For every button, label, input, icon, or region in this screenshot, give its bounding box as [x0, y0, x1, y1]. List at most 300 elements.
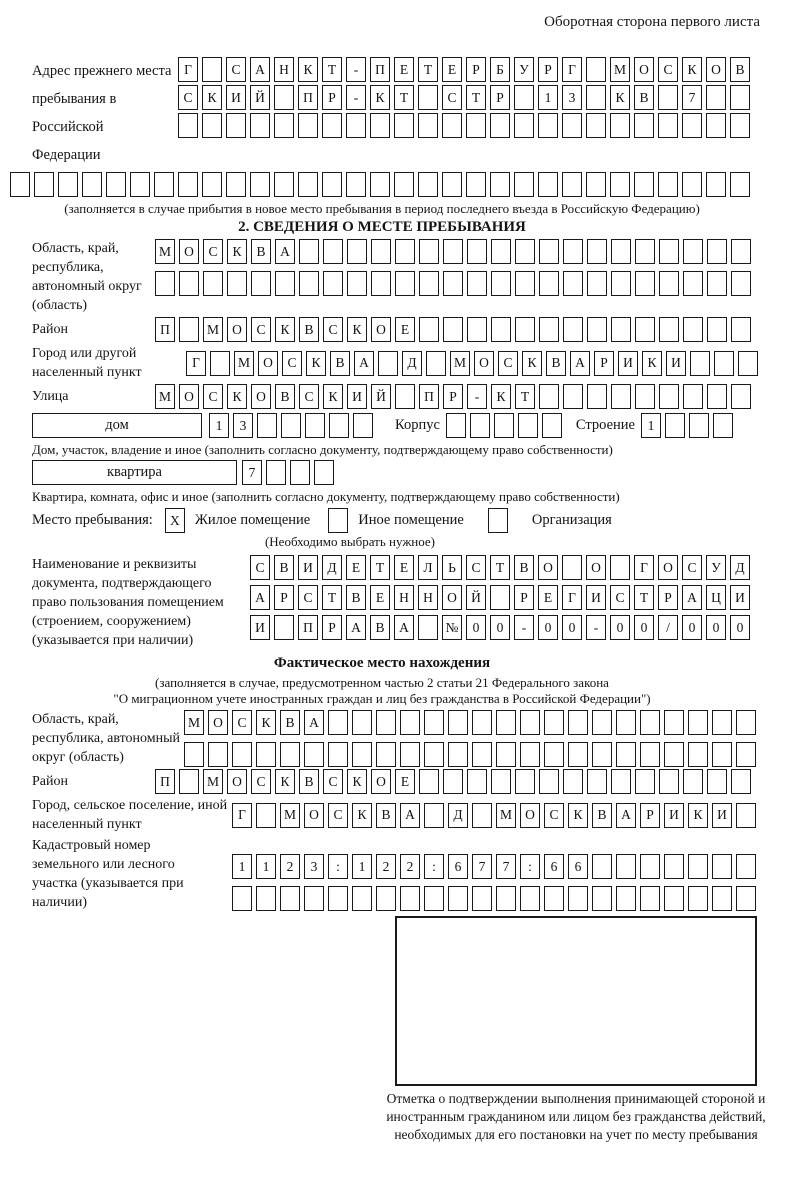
char-cell[interactable]: И — [664, 803, 684, 828]
char-cell[interactable]: М — [155, 384, 175, 409]
char-cell[interactable] — [322, 172, 342, 197]
char-cell[interactable] — [446, 413, 466, 438]
char-cell[interactable]: Е — [394, 57, 414, 82]
char-cell[interactable]: В — [376, 803, 396, 828]
char-cell[interactable] — [689, 413, 709, 438]
char-cell[interactable]: В — [280, 710, 300, 735]
char-cell[interactable]: Й — [250, 85, 270, 110]
char-cell[interactable] — [683, 769, 703, 794]
char-cell[interactable]: С — [251, 769, 271, 794]
char-cell[interactable] — [611, 239, 631, 264]
char-cell[interactable] — [304, 742, 324, 767]
char-cell[interactable]: С — [299, 384, 319, 409]
char-cell[interactable] — [299, 239, 319, 264]
char-cell[interactable]: Р — [514, 585, 534, 610]
char-cell[interactable]: Й — [371, 384, 391, 409]
char-cell[interactable]: В — [346, 585, 366, 610]
char-cell[interactable]: Т — [418, 57, 438, 82]
char-cell[interactable] — [10, 172, 30, 197]
char-cell[interactable]: 3 — [304, 854, 324, 879]
char-cell[interactable]: Д — [448, 803, 468, 828]
char-cell[interactable] — [586, 172, 606, 197]
char-cell[interactable] — [539, 769, 559, 794]
char-cell[interactable]: С — [682, 555, 702, 580]
char-cell[interactable] — [592, 854, 612, 879]
char-cell[interactable]: 0 — [682, 615, 702, 640]
char-cell[interactable] — [688, 742, 708, 767]
char-cell[interactable] — [466, 172, 486, 197]
char-cell[interactable]: - — [514, 615, 534, 640]
char-cell[interactable] — [202, 57, 222, 82]
char-cell[interactable]: К — [682, 57, 702, 82]
char-cell[interactable] — [586, 113, 606, 138]
char-cell[interactable] — [305, 413, 325, 438]
char-cell[interactable] — [275, 271, 295, 296]
char-cell[interactable] — [256, 742, 276, 767]
char-cell[interactable] — [664, 886, 684, 911]
char-cell[interactable] — [347, 271, 367, 296]
char-cell[interactable] — [496, 886, 516, 911]
char-cell[interactable] — [688, 710, 708, 735]
char-cell[interactable] — [518, 413, 538, 438]
char-cell[interactable]: Д — [322, 555, 342, 580]
char-cell[interactable] — [587, 317, 607, 342]
char-cell[interactable]: Ь — [442, 555, 462, 580]
char-cell[interactable]: Г — [562, 57, 582, 82]
char-cell[interactable]: С — [251, 317, 271, 342]
char-cell[interactable]: 7 — [496, 854, 516, 879]
char-cell[interactable]: В — [370, 615, 390, 640]
char-cell[interactable] — [395, 239, 415, 264]
stay-option-other-checkbox[interactable] — [328, 508, 348, 533]
char-cell[interactable] — [251, 271, 271, 296]
char-cell[interactable] — [690, 351, 710, 376]
char-cell[interactable]: О — [658, 555, 678, 580]
char-cell[interactable]: В — [275, 384, 295, 409]
actual-region-row1[interactable] — [184, 710, 756, 735]
char-cell[interactable]: И — [730, 585, 750, 610]
char-cell[interactable] — [256, 886, 276, 911]
char-cell[interactable] — [640, 886, 660, 911]
char-cell[interactable]: С — [442, 85, 462, 110]
char-cell[interactable]: Т — [370, 555, 390, 580]
char-cell[interactable] — [635, 769, 655, 794]
char-cell[interactable]: 1 — [209, 413, 229, 438]
char-cell[interactable] — [208, 742, 228, 767]
char-cell[interactable] — [491, 769, 511, 794]
char-cell[interactable]: О — [520, 803, 540, 828]
char-cell[interactable]: 0 — [562, 615, 582, 640]
char-cell[interactable] — [323, 271, 343, 296]
char-cell[interactable] — [352, 710, 372, 735]
char-cell[interactable] — [274, 85, 294, 110]
char-cell[interactable] — [611, 317, 631, 342]
char-cell[interactable] — [130, 172, 150, 197]
char-cell[interactable]: И — [298, 555, 318, 580]
char-cell[interactable]: 0 — [466, 615, 486, 640]
char-cell[interactable] — [418, 615, 438, 640]
char-cell[interactable] — [731, 317, 751, 342]
char-cell[interactable]: Р — [594, 351, 614, 376]
char-cell[interactable]: С — [203, 384, 223, 409]
char-cell[interactable] — [346, 113, 366, 138]
char-cell[interactable]: 1 — [256, 854, 276, 879]
char-cell[interactable] — [730, 113, 750, 138]
char-cell[interactable] — [155, 271, 175, 296]
char-cell[interactable] — [419, 769, 439, 794]
char-cell[interactable]: Т — [322, 57, 342, 82]
char-cell[interactable] — [738, 351, 758, 376]
char-cell[interactable] — [683, 271, 703, 296]
char-cell[interactable]: 0 — [490, 615, 510, 640]
char-cell[interactable] — [490, 172, 510, 197]
char-cell[interactable] — [442, 113, 462, 138]
char-cell[interactable]: Г — [186, 351, 206, 376]
char-cell[interactable]: 2 — [376, 854, 396, 879]
char-cell[interactable]: 3 — [233, 413, 253, 438]
cadastral-row2[interactable] — [232, 886, 756, 911]
char-cell[interactable] — [274, 113, 294, 138]
char-cell[interactable] — [713, 413, 733, 438]
char-cell[interactable]: П — [370, 57, 390, 82]
char-cell[interactable] — [563, 384, 583, 409]
char-cell[interactable] — [707, 271, 727, 296]
char-cell[interactable] — [616, 886, 636, 911]
char-cell[interactable] — [610, 172, 630, 197]
char-cell[interactable] — [659, 769, 679, 794]
char-cell[interactable]: К — [323, 384, 343, 409]
char-cell[interactable]: К — [202, 85, 222, 110]
char-cell[interactable]: Г — [562, 585, 582, 610]
char-cell[interactable] — [635, 271, 655, 296]
char-cell[interactable] — [353, 413, 373, 438]
char-cell[interactable] — [154, 172, 174, 197]
char-cell[interactable] — [443, 239, 463, 264]
char-cell[interactable] — [664, 854, 684, 879]
region-row1[interactable] — [155, 239, 751, 264]
char-cell[interactable] — [58, 172, 78, 197]
char-cell[interactable]: 0 — [610, 615, 630, 640]
char-cell[interactable] — [658, 85, 678, 110]
char-cell[interactable] — [467, 317, 487, 342]
char-cell[interactable] — [664, 710, 684, 735]
char-cell[interactable] — [34, 172, 54, 197]
char-cell[interactable]: К — [568, 803, 588, 828]
char-cell[interactable]: В — [251, 239, 271, 264]
char-cell[interactable]: 1 — [641, 413, 661, 438]
char-cell[interactable] — [491, 239, 511, 264]
document-row3[interactable] — [250, 615, 750, 640]
char-cell[interactable]: К — [347, 317, 367, 342]
char-cell[interactable]: Т — [394, 85, 414, 110]
char-cell[interactable] — [370, 172, 390, 197]
char-cell[interactable]: Е — [395, 769, 415, 794]
char-cell[interactable]: О — [538, 555, 558, 580]
region-row2[interactable] — [155, 271, 751, 296]
char-cell[interactable]: Ц — [706, 585, 726, 610]
char-cell[interactable] — [611, 384, 631, 409]
char-cell[interactable]: К — [352, 803, 372, 828]
apartment-number-row[interactable] — [242, 460, 334, 485]
char-cell[interactable]: А — [394, 615, 414, 640]
char-cell[interactable]: К — [688, 803, 708, 828]
char-cell[interactable]: О — [179, 239, 199, 264]
char-cell[interactable]: С — [328, 803, 348, 828]
char-cell[interactable] — [280, 886, 300, 911]
char-cell[interactable] — [736, 742, 756, 767]
char-cell[interactable]: А — [682, 585, 702, 610]
char-cell[interactable] — [514, 172, 534, 197]
char-cell[interactable]: Р — [640, 803, 660, 828]
char-cell[interactable]: 0 — [538, 615, 558, 640]
char-cell[interactable] — [443, 271, 463, 296]
char-cell[interactable]: 0 — [634, 615, 654, 640]
char-cell[interactable] — [347, 239, 367, 264]
char-cell[interactable]: Н — [418, 585, 438, 610]
char-cell[interactable] — [538, 113, 558, 138]
char-cell[interactable] — [659, 384, 679, 409]
char-cell[interactable]: Д — [402, 351, 422, 376]
char-cell[interactable] — [346, 172, 366, 197]
char-cell[interactable] — [328, 710, 348, 735]
char-cell[interactable]: С — [498, 351, 518, 376]
char-cell[interactable]: О — [208, 710, 228, 735]
char-cell[interactable] — [731, 271, 751, 296]
char-cell[interactable]: Р — [322, 615, 342, 640]
char-cell[interactable] — [683, 239, 703, 264]
char-cell[interactable] — [544, 742, 564, 767]
char-cell[interactable]: Т — [634, 585, 654, 610]
char-cell[interactable]: П — [155, 317, 175, 342]
char-cell[interactable]: А — [346, 615, 366, 640]
char-cell[interactable] — [665, 413, 685, 438]
char-cell[interactable]: К — [642, 351, 662, 376]
char-cell[interactable]: Р — [322, 85, 342, 110]
char-cell[interactable]: К — [227, 239, 247, 264]
char-cell[interactable]: О — [304, 803, 324, 828]
char-cell[interactable]: Р — [443, 384, 463, 409]
char-cell[interactable]: : — [328, 854, 348, 879]
char-cell[interactable] — [328, 742, 348, 767]
char-cell[interactable] — [730, 85, 750, 110]
char-cell[interactable]: Р — [538, 57, 558, 82]
char-cell[interactable] — [179, 271, 199, 296]
char-cell[interactable] — [250, 113, 270, 138]
char-cell[interactable]: Е — [442, 57, 462, 82]
char-cell[interactable] — [520, 710, 540, 735]
char-cell[interactable] — [712, 742, 732, 767]
char-cell[interactable]: Д — [730, 555, 750, 580]
char-cell[interactable] — [640, 854, 660, 879]
char-cell[interactable] — [419, 239, 439, 264]
char-cell[interactable] — [587, 769, 607, 794]
char-cell[interactable] — [491, 317, 511, 342]
char-cell[interactable] — [329, 413, 349, 438]
char-cell[interactable] — [467, 239, 487, 264]
char-cell[interactable]: 2 — [280, 854, 300, 879]
char-cell[interactable]: И — [618, 351, 638, 376]
char-cell[interactable]: Г — [232, 803, 252, 828]
char-cell[interactable] — [611, 271, 631, 296]
char-cell[interactable] — [328, 508, 348, 533]
char-cell[interactable] — [682, 113, 702, 138]
char-cell[interactable]: В — [546, 351, 566, 376]
char-cell[interactable] — [424, 742, 444, 767]
char-cell[interactable] — [256, 803, 276, 828]
char-cell[interactable]: И — [347, 384, 367, 409]
char-cell[interactable]: Б — [490, 57, 510, 82]
char-cell[interactable] — [281, 413, 301, 438]
char-cell[interactable] — [472, 710, 492, 735]
char-cell[interactable] — [587, 384, 607, 409]
char-cell[interactable]: С — [282, 351, 302, 376]
char-cell[interactable] — [587, 239, 607, 264]
house-number-row[interactable] — [209, 413, 373, 438]
char-cell[interactable]: С — [298, 585, 318, 610]
char-cell[interactable]: К — [610, 85, 630, 110]
char-cell[interactable] — [227, 271, 247, 296]
char-cell[interactable]: В — [299, 769, 319, 794]
char-cell[interactable]: О — [634, 57, 654, 82]
char-cell[interactable]: К — [275, 317, 295, 342]
char-cell[interactable] — [448, 710, 468, 735]
prev-address-row2[interactable] — [178, 85, 750, 110]
char-cell[interactable]: К — [275, 769, 295, 794]
char-cell[interactable] — [376, 710, 396, 735]
char-cell[interactable] — [314, 460, 334, 485]
char-cell[interactable] — [448, 886, 468, 911]
char-cell[interactable]: Р — [490, 85, 510, 110]
char-cell[interactable]: В — [592, 803, 612, 828]
char-cell[interactable] — [682, 172, 702, 197]
char-cell[interactable] — [731, 239, 751, 264]
char-cell[interactable] — [82, 172, 102, 197]
char-cell[interactable]: В — [730, 57, 750, 82]
char-cell[interactable]: 7 — [242, 460, 262, 485]
cadastral-row1[interactable] — [232, 854, 756, 879]
char-cell[interactable]: № — [442, 615, 462, 640]
char-cell[interactable]: И — [250, 615, 270, 640]
char-cell[interactable] — [544, 886, 564, 911]
char-cell[interactable]: В — [514, 555, 534, 580]
char-cell[interactable] — [266, 460, 286, 485]
char-cell[interactable]: А — [400, 803, 420, 828]
char-cell[interactable] — [568, 710, 588, 735]
char-cell[interactable]: К — [256, 710, 276, 735]
korpus-row[interactable] — [446, 413, 562, 438]
char-cell[interactable]: А — [250, 57, 270, 82]
char-cell[interactable] — [400, 742, 420, 767]
stay-option-residential-checkbox[interactable] — [165, 508, 185, 533]
prev-address-row1[interactable] — [178, 57, 750, 82]
char-cell[interactable] — [688, 886, 708, 911]
char-cell[interactable] — [226, 113, 246, 138]
char-cell[interactable]: 6 — [448, 854, 468, 879]
char-cell[interactable] — [634, 113, 654, 138]
char-cell[interactable] — [736, 886, 756, 911]
char-cell[interactable]: 7 — [682, 85, 702, 110]
char-cell[interactable] — [395, 271, 415, 296]
char-cell[interactable] — [610, 555, 630, 580]
char-cell[interactable]: Е — [370, 585, 390, 610]
char-cell[interactable] — [400, 886, 420, 911]
char-cell[interactable] — [515, 239, 535, 264]
char-cell[interactable] — [490, 113, 510, 138]
char-cell[interactable]: И — [712, 803, 732, 828]
char-cell[interactable] — [322, 113, 342, 138]
char-cell[interactable]: О — [371, 769, 391, 794]
char-cell[interactable] — [395, 384, 415, 409]
char-cell[interactable] — [470, 413, 490, 438]
char-cell[interactable]: М — [203, 317, 223, 342]
char-cell[interactable] — [376, 886, 396, 911]
char-cell[interactable] — [640, 742, 660, 767]
char-cell[interactable] — [490, 585, 510, 610]
char-cell[interactable]: С — [544, 803, 564, 828]
char-cell[interactable] — [328, 886, 348, 911]
char-cell[interactable]: П — [298, 85, 318, 110]
char-cell[interactable]: Г — [634, 555, 654, 580]
char-cell[interactable]: Е — [538, 585, 558, 610]
char-cell[interactable] — [707, 384, 727, 409]
document-row1[interactable] — [250, 555, 750, 580]
char-cell[interactable] — [688, 854, 708, 879]
char-cell[interactable]: В — [330, 351, 350, 376]
char-cell[interactable]: Н — [394, 585, 414, 610]
char-cell[interactable] — [610, 113, 630, 138]
char-cell[interactable] — [496, 742, 516, 767]
char-cell[interactable]: А — [275, 239, 295, 264]
char-cell[interactable] — [419, 271, 439, 296]
char-cell[interactable] — [424, 886, 444, 911]
char-cell[interactable] — [563, 271, 583, 296]
char-cell[interactable] — [730, 172, 750, 197]
char-cell[interactable]: С — [658, 57, 678, 82]
char-cell[interactable] — [586, 57, 606, 82]
char-cell[interactable] — [323, 239, 343, 264]
char-cell[interactable] — [616, 742, 636, 767]
char-cell[interactable]: К — [298, 57, 318, 82]
char-cell[interactable]: М — [450, 351, 470, 376]
char-cell[interactable] — [635, 384, 655, 409]
char-cell[interactable]: - — [346, 57, 366, 82]
char-cell[interactable] — [467, 769, 487, 794]
char-cell[interactable] — [371, 271, 391, 296]
char-cell[interactable] — [426, 351, 446, 376]
char-cell[interactable]: Г — [178, 57, 198, 82]
char-cell[interactable]: О — [706, 57, 726, 82]
char-cell[interactable] — [736, 710, 756, 735]
char-cell[interactable] — [298, 113, 318, 138]
char-cell[interactable] — [683, 317, 703, 342]
char-cell[interactable]: М — [234, 351, 254, 376]
char-cell[interactable] — [274, 615, 294, 640]
char-cell[interactable]: - — [586, 615, 606, 640]
char-cell[interactable] — [659, 317, 679, 342]
char-cell[interactable] — [520, 742, 540, 767]
char-cell[interactable] — [611, 769, 631, 794]
char-cell[interactable] — [586, 85, 606, 110]
char-cell[interactable] — [290, 460, 310, 485]
char-cell[interactable] — [712, 710, 732, 735]
char-cell[interactable] — [515, 271, 535, 296]
char-cell[interactable] — [178, 113, 198, 138]
char-cell[interactable] — [659, 271, 679, 296]
char-cell[interactable]: О — [251, 384, 271, 409]
char-cell[interactable] — [274, 172, 294, 197]
char-cell[interactable]: Н — [274, 57, 294, 82]
char-cell[interactable] — [707, 239, 727, 264]
